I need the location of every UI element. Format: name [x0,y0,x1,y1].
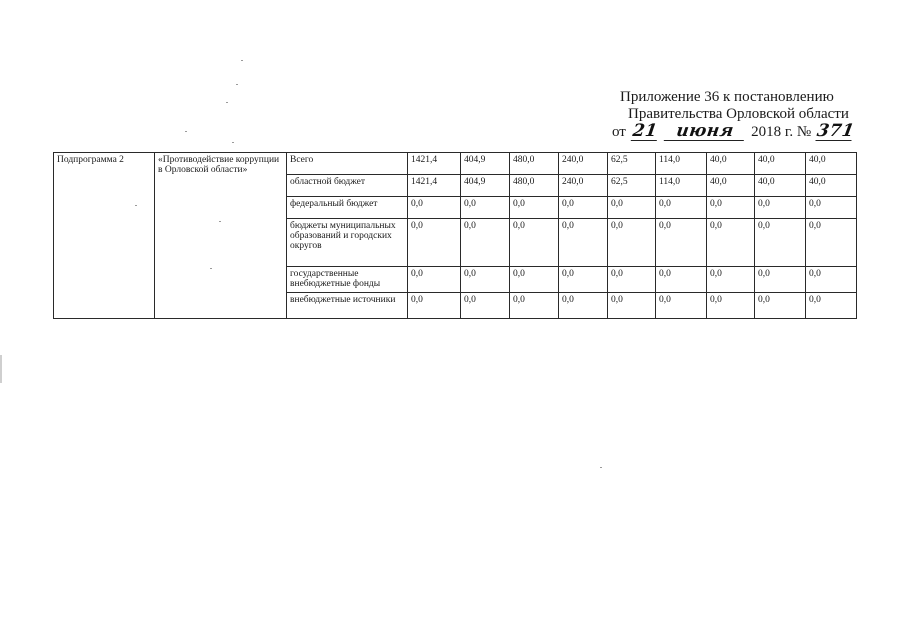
value-cell: 480,0 [510,153,559,175]
source-cell: государственные внебюджетные фонды [287,267,408,293]
value-cell: 0,0 [806,197,857,219]
date-prefix: от [612,124,626,140]
funding-table [53,152,857,319]
value-cell: 0,0 [408,197,461,219]
value-cell: 0,0 [510,197,559,219]
source-cell: Всего [287,153,408,175]
value-cell: 240,0 [559,175,608,197]
value-cell: 40,0 [755,153,806,175]
value-cell: 40,0 [806,175,857,197]
value-cell: 0,0 [656,197,707,219]
value-cell: 40,0 [806,153,857,175]
value-cell: 40,0 [707,175,755,197]
appendix-date-line [610,123,870,141]
value-cell: 62,5 [608,175,656,197]
value-cell: 0,0 [559,197,608,219]
date-year: 2018 г. № [751,124,812,140]
program-label-cell: Подпрограмма 2 [54,153,155,319]
value-cell: 404,9 [461,175,510,197]
value-cell: 0,0 [707,293,755,319]
value-cell: 0,0 [510,293,559,319]
value-cell: 0,0 [707,197,755,219]
value-cell: 0,0 [608,197,656,219]
value-cell: 0,0 [559,267,608,293]
value-cell: 0,0 [608,267,656,293]
value-cell: 0,0 [408,267,461,293]
scan-speck [226,102,228,103]
value-cell: 0,0 [755,197,806,219]
value-cell: 0,0 [707,219,755,267]
value-cell: 0,0 [755,293,806,319]
scan-speck [241,60,243,61]
value-cell: 114,0 [656,153,707,175]
value-cell: 0,0 [461,293,510,319]
value-cell: 0,0 [755,267,806,293]
scan-speck [185,131,187,132]
value-cell: 0,0 [806,267,857,293]
appendix-title: Приложение 36 к постановлению [620,89,834,105]
value-cell: 0,0 [806,293,857,319]
value-cell: 0,0 [608,293,656,319]
value-cell: 0,0 [755,219,806,267]
value-cell: 0,0 [559,219,608,267]
source-cell: федеральный бюджет [287,197,408,219]
value-cell: 0,0 [408,293,461,319]
value-cell: 240,0 [559,153,608,175]
value-cell: 0,0 [461,197,510,219]
value-cell: 40,0 [755,175,806,197]
value-cell: 0,0 [806,219,857,267]
source-cell: областной бюджет [287,175,408,197]
scan-speck [232,142,234,143]
value-cell: 0,0 [461,267,510,293]
value-cell: 0,0 [656,267,707,293]
source-cell: бюджеты муниципальных образований и городских округов [287,219,408,267]
handwritten-day: 21 [631,121,659,141]
value-cell: 0,0 [510,219,559,267]
scan-speck [210,268,212,269]
funding-table-body [54,153,857,319]
scan-speck [219,221,221,222]
program-name-cell: «Противодействие коррупции в Орловской области» [155,153,287,319]
handwritten-month: июня [664,123,747,141]
appendix-header [610,89,870,141]
value-cell: 0,0 [656,293,707,319]
value-cell: 0,0 [510,267,559,293]
value-cell: 114,0 [656,175,707,197]
value-cell: 0,0 [559,293,608,319]
appendix-authority: Правительства Орловской области [628,106,849,122]
table-row [54,153,857,175]
handwritten-number: 371 [815,121,856,141]
value-cell: 0,0 [707,267,755,293]
value-cell: 1421,4 [408,153,461,175]
source-cell: внебюджетные источники [287,293,408,319]
value-cell: 62,5 [608,153,656,175]
value-cell: 0,0 [408,219,461,267]
value-cell: 1421,4 [408,175,461,197]
value-cell: 0,0 [656,219,707,267]
value-cell: 0,0 [461,219,510,267]
value-cell: 0,0 [608,219,656,267]
value-cell: 40,0 [707,153,755,175]
scan-edge-mark [0,355,2,383]
scan-speck [135,205,137,206]
value-cell: 480,0 [510,175,559,197]
scan-speck [600,467,602,468]
value-cell: 404,9 [461,153,510,175]
scan-speck [236,84,238,85]
